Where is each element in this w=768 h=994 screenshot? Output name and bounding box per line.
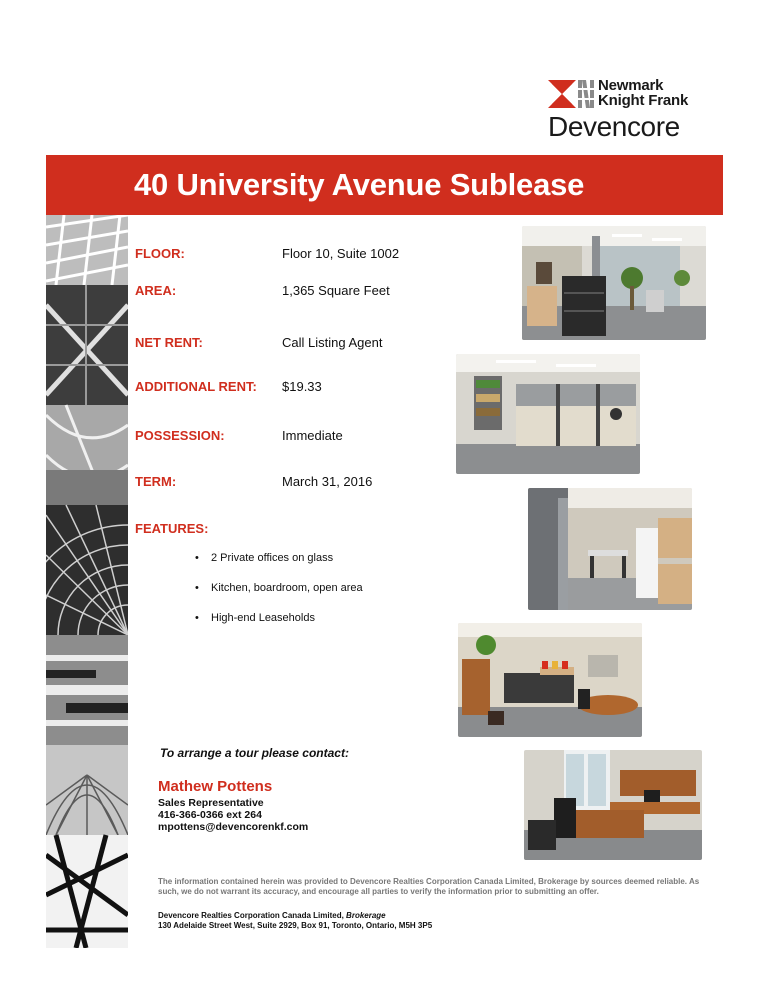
features-label: FEATURES: (135, 521, 209, 536)
logo-brand-line1: Newmark (598, 77, 664, 94)
area-value: 1,365 Square Feet (282, 283, 390, 298)
possession-value: Immediate (282, 428, 343, 443)
contact-title: Sales Representative (158, 797, 264, 809)
tour-contact-intro: To arrange a tour please contact: (160, 746, 349, 760)
company-logo (548, 78, 728, 144)
term-label: TERM: (135, 474, 177, 489)
additional-rent-label: ADDITIONAL RENT: (135, 379, 257, 394)
boardroom-photo (458, 623, 642, 737)
net-rent-value: Call Listing Agent (282, 335, 383, 350)
kitchen-photo (528, 488, 692, 610)
brand-mark-icon (548, 80, 594, 108)
bullet-icon: • (195, 582, 199, 594)
possession-label: POSSESSION: (135, 428, 225, 443)
additional-rent-value: $19.33 (282, 379, 322, 394)
decorative-image-strip (46, 215, 128, 948)
contact-phone[interactable]: 416-366-0366 ext 264 (158, 809, 262, 821)
disclaimer-text: The information contained herein was provided to Devencore Realties Corporation Canada Limited, Brokerage by sources deemed reliable. As such, we do not warrant its accuracy, and encourage all parties to verify the information prior to submitting an offer. (158, 877, 700, 896)
office-photo-2 (456, 354, 640, 474)
floor-value: Floor 10, Suite 1002 (282, 246, 400, 261)
title-banner (46, 155, 723, 215)
logo-company-name: Devencore (548, 111, 680, 142)
feature-item: High-end Leaseholds (211, 612, 315, 624)
feature-item: Kitchen, boardroom, open area (211, 582, 363, 594)
office-photo-1 (522, 226, 706, 340)
logo-brand-line2: Knight Frank (598, 92, 689, 109)
company-suffix: Brokerage (346, 911, 386, 920)
area-label: AREA: (135, 283, 177, 298)
term-value: March 31, 2016 (282, 474, 373, 489)
feature-item: 2 Private offices on glass (211, 552, 334, 564)
company-info (158, 911, 432, 931)
contact-email-link[interactable]: mpottens@devencorenkf.com (158, 821, 309, 833)
architecture-collage-image (46, 215, 128, 948)
bullet-icon: • (195, 552, 199, 564)
net-rent-label: NET RENT: (135, 335, 203, 350)
company-address: 130 Adelaide Street West, Suite 2929, Box 91, Toronto, Ontario, M5H 3P5 (158, 921, 433, 930)
company-name: Devencore Realties Corporation Canada Limited, (158, 911, 347, 920)
private-office-photo (524, 750, 702, 860)
floor-label: FLOOR: (135, 246, 185, 261)
page-title: 40 University Avenue Sublease (134, 167, 585, 202)
bullet-icon: • (195, 612, 199, 624)
contact-name: Mathew Pottens (158, 778, 273, 795)
